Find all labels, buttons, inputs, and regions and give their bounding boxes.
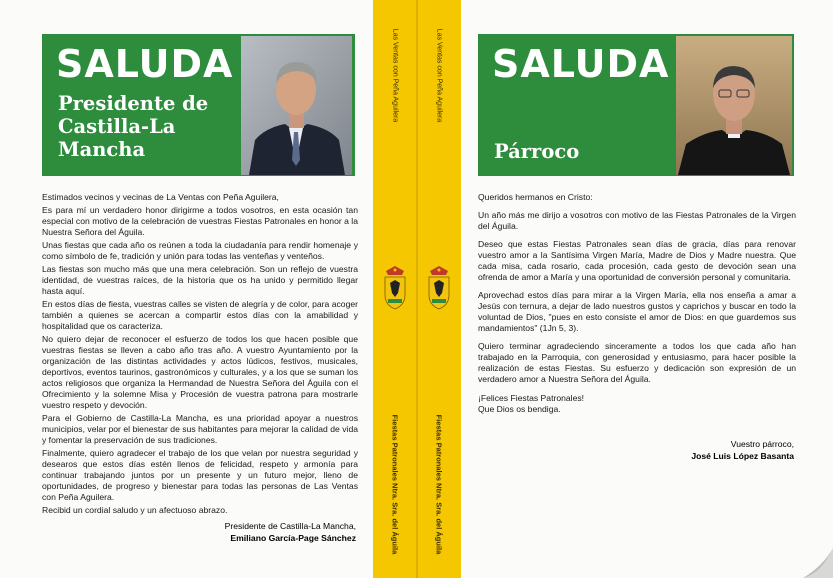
coat-of-arms-icon	[426, 265, 452, 311]
spine-right-strip	[417, 0, 461, 578]
paragraph: En estos días de fiesta, vuestras calles se visten de alegría y de color, para acoger también a quienes se acercan a compartir estos días con la amabilidad y hospitalidad que os caracteriza.	[42, 299, 358, 331]
spine-left-strip	[373, 0, 417, 578]
president-photo	[241, 36, 352, 175]
paragraph: Aprovechad estos días para mirar a la Virgen María, ella nos enseña a amar a Jesús con ternura, a dejar de lado nuestros gustos y caprichos y buscar en todo la voluntad de Dios, "pues en esto consiste el amor de Dios: en que guardemos sus mandamientos" (1Jn 5, 3).	[478, 290, 796, 333]
paragraph: Quiero terminar agradeciendo sinceramente a todos los que cada año han trabajado en la Parroquia, con generosidad y entusiasmo, para hacer posible la realización de estas Fiestas. Su esfuerzo y dedicación son expresión de un verdadero amor a Nuestra Señora del Águila.	[478, 341, 796, 384]
left-role: Presidente de Castilla-La Mancha	[58, 92, 209, 161]
paragraph: Para el Gobierno de Castilla-La Mancha, es una prioridad apoyar a nuestros municipios, velar por el bienestar de sus habitantes para mejorar la calidad de vida y fomentar la preservación de sus tradiciones.	[42, 413, 358, 445]
paragraph: Que Dios os bendiga.	[478, 404, 561, 414]
paragraph: ¡Felices Fiestas Patronales!	[478, 393, 585, 403]
paragraph: Unas fiestas que cada año os reúnen a toda la ciudadanía para rendir homenaje y como símbolo de fe, tradición y unión para todas las venteñas y venteños.	[42, 240, 358, 261]
right-signature	[478, 438, 794, 462]
paragraph: Un año más me dirijo a vosotros con motivo de las Fiestas Patronales de la Virgen del Águila.	[478, 210, 796, 231]
right-heading: SALUDA	[492, 42, 670, 86]
spine-divider	[416, 0, 418, 578]
paragraph: Recibid un cordial saludo y un afectuoso abrazo.	[42, 505, 228, 515]
coat-of-arms-icon	[382, 265, 408, 311]
paragraph: Deseo que estas Fiestas Patronales sean días de gracia, días para renovar vuestro amor a la Santísima Virgen María, Madre de Dios y Madre nuestra. Que cada misa, cada rosario, cada procesión, cada gesto de devoción sean una ofrenda de amor a María y una oportunidad de conversión personal y comunitaria.	[478, 239, 796, 282]
spine-top-text: Las Ventas con Peña Aguilera	[435, 28, 443, 123]
signature-name: José Luis López Basanta	[691, 451, 794, 461]
paragraph: Finalmente, quiero agradecer el trabajo de los que velan por nuestra seguridad y desearos que estos días estén llenos de felicidad, respeto y armonía para continuar trabajando juntos por un presente y un futuro mejor, lleno de oportunidades, de progreso y bienestar para todas las personas de Las Ventas con Peña Aguilera.	[42, 448, 358, 502]
spine-bottom-text: Fiestas Patronales Ntra. Sra. del Águila	[434, 414, 444, 555]
left-heading: SALUDA	[56, 42, 234, 86]
priest-photo	[676, 36, 792, 175]
right-role: Párroco	[494, 140, 580, 163]
signature-title: Presidente de Castilla-La Mancha,	[224, 521, 356, 531]
spine-top-text: Las Ventas con Peña Aguilera	[391, 28, 399, 123]
signature-title: Vuestro párroco,	[730, 439, 794, 449]
paragraph: Estimados vecinos y vecinas de La Ventas con Peña Aguilera,	[42, 192, 279, 202]
left-signature	[42, 520, 356, 544]
signature-name: Emiliano García-Page Sánchez	[230, 533, 356, 543]
paragraph: No quiero dejar de reconocer el esfuerzo de todos los que hacen posible que vuestras fiestas se lleven a cabo año tras año. A vuestro Ayuntamiento por la organización de las distintas actividades y actos lúdicos, festivos, musicales, deportivos, eventos taurinos, gastronómicos y culturales, y a los que se suman los actos religiosos que organiza la Hermandad de Nuestra Señora del Águila con el Ofrecimiento y la solemne Misa y Procesión de vuestra patrona para mostrarle vuestro respeto y devoción.	[42, 334, 358, 410]
right-body	[478, 192, 796, 422]
paragraph: Es para mí un verdadero honor dirigirme a todos vosotros, en esta ocasión tan especial con motivo de la celebración de vuestras Fiestas Patronales en honor a la Nuestra Señora del Águila.	[42, 205, 358, 237]
left-body	[42, 192, 358, 518]
paragraph: Queridos hermanos en Cristo:	[478, 192, 593, 202]
paragraph: Las fiestas son mucho más que una mera celebración. Son un reflejo de vuestra identidad, de vuestras raíces, de la historia que os ha unido y permitido llegar hasta aquí.	[42, 264, 358, 296]
page-curl-icon	[803, 548, 833, 578]
spine-bottom-text: Fiestas Patronales Ntra. Sra. del Águila	[390, 414, 400, 555]
